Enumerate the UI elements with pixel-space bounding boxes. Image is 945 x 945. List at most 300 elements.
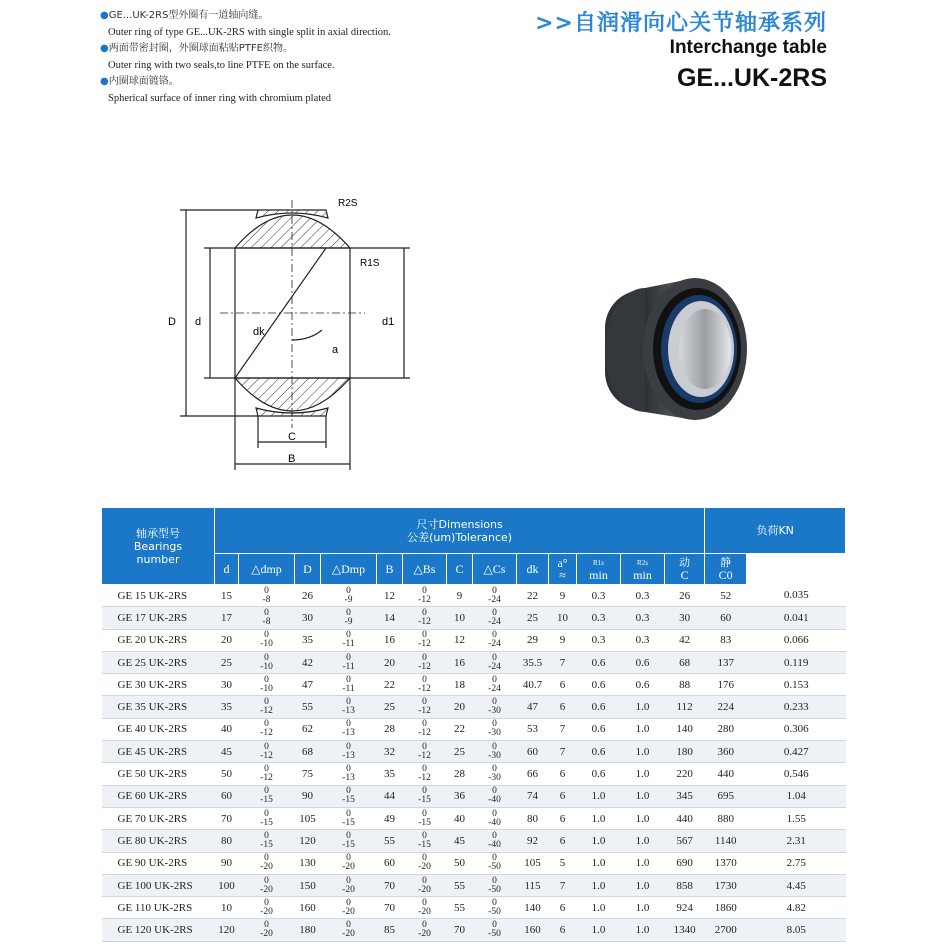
tol-upper: 0 <box>422 830 427 841</box>
cell-C: 28 <box>447 763 473 785</box>
cell-w: 4.45 <box>747 874 846 896</box>
cell-Dmp <box>321 830 377 852</box>
cell-d: 40 <box>215 718 239 740</box>
tol-upper: 0 <box>422 674 427 685</box>
cell-Cs <box>473 919 517 941</box>
cell-d: 100 <box>215 874 239 896</box>
cell-r1: 0.6 <box>577 674 621 696</box>
cell-stat: 2700 <box>705 919 747 941</box>
cell-Bs <box>403 718 447 740</box>
cell-dk: 92 <box>517 830 549 852</box>
cell-Bs <box>403 607 447 629</box>
cell-Bs <box>403 874 447 896</box>
cell-Cs <box>473 830 517 852</box>
tol-upper: 0 <box>422 897 427 908</box>
cell-a: 7 <box>549 741 577 763</box>
tol-upper: 0 <box>264 697 269 708</box>
cell-dk: 80 <box>517 807 549 829</box>
cell-dk: 160 <box>517 919 549 941</box>
tol-lower: -13 <box>342 773 355 784</box>
tol-lower: -12 <box>418 594 431 605</box>
cell-r2: 0.6 <box>621 651 665 673</box>
bearing-cross-section-drawing <box>160 190 430 480</box>
tol-lower: -8 <box>262 616 271 627</box>
cell-Bs <box>403 785 447 807</box>
tol-upper: 0 <box>264 853 269 864</box>
cell-stat: 1730 <box>705 874 747 896</box>
cell-D: 130 <box>295 852 321 874</box>
cell-dyn: 180 <box>665 741 705 763</box>
tol-upper: 0 <box>346 652 351 663</box>
cell-C: 50 <box>447 852 473 874</box>
cell-r2: 0.3 <box>621 585 665 607</box>
angle-label: a <box>332 344 339 356</box>
cell-r1: 0.3 <box>577 629 621 651</box>
tol-lower: -15 <box>342 839 355 850</box>
cell-r1: 1.0 <box>577 919 621 941</box>
cell-Cs <box>473 718 517 740</box>
table-row <box>102 674 846 696</box>
cell-dk: 22 <box>517 585 549 607</box>
cell-B: 85 <box>377 919 403 941</box>
tol-upper: 0 <box>422 697 427 708</box>
col-r2-top: R2s <box>637 559 648 567</box>
tol-lower: -15 <box>418 839 431 850</box>
cell-Bs <box>403 763 447 785</box>
cell-a: 6 <box>549 830 577 852</box>
cell-Bs <box>403 852 447 874</box>
tol-lower: -20 <box>418 884 431 895</box>
cell-dyn: 440 <box>665 807 705 829</box>
cell-r2: 1.0 <box>621 897 665 919</box>
col-C: C <box>447 554 473 585</box>
cell-stat: 83 <box>705 629 747 651</box>
header-dim-1: 尺寸Dimensions <box>416 517 503 531</box>
cell-D: 42 <box>295 651 321 673</box>
cell-Dmp <box>321 674 377 696</box>
table-row <box>102 830 846 852</box>
col-static <box>705 554 747 585</box>
cell-d: 60 <box>215 785 239 807</box>
model-title: GE...UK-2RS <box>676 64 827 92</box>
cell-Bs <box>403 741 447 763</box>
note-3-cn: 内圈球面镀铬。 <box>108 76 179 87</box>
cell-r1: 0.6 <box>577 651 621 673</box>
tol-lower: -50 <box>488 929 501 940</box>
bearing-diagram-svg <box>160 190 430 475</box>
table-row <box>102 607 846 629</box>
cell-Dmp <box>321 585 377 607</box>
cell-D: 35 <box>295 629 321 651</box>
header-model-en1: Bearings <box>133 539 183 553</box>
tol-upper: 0 <box>422 585 427 596</box>
tol-lower: -8 <box>262 594 271 605</box>
tol-lower: -50 <box>488 884 501 895</box>
tol-upper: 0 <box>346 808 351 819</box>
cell-D: 180 <box>295 919 321 941</box>
cell-r2: 0.3 <box>621 629 665 651</box>
col-dynamic <box>665 554 705 585</box>
cell-Bs <box>403 651 447 673</box>
cell-Cs <box>473 696 517 718</box>
cell-a: 7 <box>549 718 577 740</box>
cell-r1: 1.0 <box>577 785 621 807</box>
tol-lower: -15 <box>418 817 431 828</box>
tol-lower: -40 <box>488 795 501 806</box>
tol-upper: 0 <box>264 607 269 618</box>
cell-r2: 1.0 <box>621 830 665 852</box>
cell-Cs <box>473 807 517 829</box>
cell-a: 6 <box>549 674 577 696</box>
tol-lower: -50 <box>488 862 501 873</box>
tol-upper: 0 <box>346 607 351 618</box>
cell-dk: 40.7 <box>517 674 549 696</box>
cell-Dmp <box>321 852 377 874</box>
header-model-cn: 轴承型号 <box>136 526 180 540</box>
cell-model: GE 50 UK-2RS <box>102 763 215 785</box>
cell-dmp <box>239 651 295 673</box>
col-a <box>549 554 577 585</box>
col-Cs: △Cs <box>473 554 517 585</box>
cell-model: GE 15 UK-2RS <box>102 585 215 607</box>
cell-Dmp <box>321 785 377 807</box>
cell-D: 47 <box>295 674 321 696</box>
tol-lower: -12 <box>418 639 431 650</box>
cell-w: 8.05 <box>747 919 846 941</box>
table-row <box>102 785 846 807</box>
col-dyn: C <box>680 568 689 582</box>
cell-dk: 74 <box>517 785 549 807</box>
cell-dyn: 68 <box>665 651 705 673</box>
cell-dyn: 1340 <box>665 919 705 941</box>
col-r1-bot: min <box>589 568 608 582</box>
cell-dk: 25 <box>517 607 549 629</box>
cell-model: GE 70 UK-2RS <box>102 807 215 829</box>
cell-Dmp <box>321 651 377 673</box>
cell-d: 20 <box>215 629 239 651</box>
tol-lower: -24 <box>488 683 501 694</box>
tol-upper: 0 <box>492 652 497 663</box>
table-row <box>102 852 846 874</box>
c-width-label: C <box>288 431 296 443</box>
tol-lower: -15 <box>260 817 273 828</box>
tol-upper: 0 <box>346 719 351 730</box>
cell-D: 26 <box>295 585 321 607</box>
tol-upper: 0 <box>264 674 269 685</box>
cell-Dmp <box>321 607 377 629</box>
note-3-en: Spherical surface of inner ring with chromium plated <box>108 92 332 104</box>
tol-upper: 0 <box>492 630 497 641</box>
cell-model: GE 20 UK-2RS <box>102 629 215 651</box>
cell-d: 120 <box>215 919 239 941</box>
tol-lower: -15 <box>342 817 355 828</box>
tol-lower: -9 <box>344 594 353 605</box>
col-dmp: △dmp <box>239 554 295 585</box>
tol-lower: -13 <box>342 706 355 717</box>
cell-r1: 0.6 <box>577 763 621 785</box>
tol-lower: -30 <box>488 750 501 761</box>
cell-Cs <box>473 741 517 763</box>
cell-r2: 1.0 <box>621 852 665 874</box>
cell-w: 0.306 <box>747 718 846 740</box>
cell-d: 80 <box>215 830 239 852</box>
cell-Dmp <box>321 741 377 763</box>
tol-lower: -10 <box>260 661 273 672</box>
cell-dyn: 112 <box>665 696 705 718</box>
cell-model: GE 60 UK-2RS <box>102 785 215 807</box>
col-stat: C0 <box>718 568 733 582</box>
cell-model: GE 90 UK-2RS <box>102 852 215 874</box>
tol-upper: 0 <box>346 674 351 685</box>
table-row <box>102 763 846 785</box>
cell-stat: 60 <box>705 607 747 629</box>
tol-upper: 0 <box>346 786 351 797</box>
tol-lower: -15 <box>342 795 355 806</box>
tol-lower: -11 <box>342 683 355 694</box>
tol-lower: -11 <box>342 661 355 672</box>
cell-dmp <box>239 585 295 607</box>
cell-w: 0.427 <box>747 741 846 763</box>
cell-dmp <box>239 696 295 718</box>
tol-upper: 0 <box>264 719 269 730</box>
cell-B: 12 <box>377 585 403 607</box>
cell-a: 6 <box>549 785 577 807</box>
tol-lower: -24 <box>488 639 501 650</box>
cell-C: 55 <box>447 897 473 919</box>
tol-upper: 0 <box>492 697 497 708</box>
cell-r1: 0.6 <box>577 718 621 740</box>
cell-Cs <box>473 852 517 874</box>
tol-upper: 0 <box>422 920 427 931</box>
cell-model: GE 110 UK-2RS <box>102 897 215 919</box>
tol-lower: -24 <box>488 594 501 605</box>
cell-C: 22 <box>447 718 473 740</box>
col-r2s <box>621 554 665 585</box>
tol-lower: -24 <box>488 661 501 672</box>
cell-dyn: 88 <box>665 674 705 696</box>
bullet-icon: ● <box>100 10 109 21</box>
cell-w: 0.233 <box>747 696 846 718</box>
cell-B: 22 <box>377 674 403 696</box>
tol-lower: -20 <box>260 929 273 940</box>
table-row <box>102 696 846 718</box>
tol-lower: -20 <box>342 884 355 895</box>
cell-B: 25 <box>377 696 403 718</box>
tol-upper: 0 <box>422 630 427 641</box>
cell-B: 32 <box>377 741 403 763</box>
cell-Dmp <box>321 807 377 829</box>
cell-w: 0.066 <box>747 629 846 651</box>
tol-upper: 0 <box>492 853 497 864</box>
cell-dk: 60 <box>517 741 549 763</box>
cell-stat: 1370 <box>705 852 747 874</box>
tol-upper: 0 <box>422 875 427 886</box>
tol-upper: 0 <box>492 830 497 841</box>
cell-D: 62 <box>295 718 321 740</box>
cell-dyn: 26 <box>665 585 705 607</box>
cell-Bs <box>403 629 447 651</box>
cell-D: 55 <box>295 696 321 718</box>
cell-r2: 1.0 <box>621 718 665 740</box>
cell-C: 70 <box>447 919 473 941</box>
cell-dk: 66 <box>517 763 549 785</box>
cell-Cs <box>473 674 517 696</box>
b-width-label: B <box>288 453 296 465</box>
cell-Cs <box>473 897 517 919</box>
cell-D: 150 <box>295 874 321 896</box>
tol-lower: -12 <box>260 773 273 784</box>
cell-stat: 52 <box>705 585 747 607</box>
cell-r2: 1.0 <box>621 919 665 941</box>
cell-dyn: 30 <box>665 607 705 629</box>
tol-upper: 0 <box>346 897 351 908</box>
cell-a: 9 <box>549 629 577 651</box>
cell-D: 75 <box>295 763 321 785</box>
cell-Dmp <box>321 763 377 785</box>
cell-r1: 1.0 <box>577 830 621 852</box>
cell-r2: 1.0 <box>621 785 665 807</box>
tol-lower: -15 <box>418 795 431 806</box>
tol-lower: -12 <box>260 750 273 761</box>
tol-upper: 0 <box>422 607 427 618</box>
cell-Cs <box>473 607 517 629</box>
tol-upper: 0 <box>492 719 497 730</box>
cell-a: 5 <box>549 852 577 874</box>
cell-stat: 176 <box>705 674 747 696</box>
col-stat-cn: 静 <box>720 556 732 569</box>
cell-B: 49 <box>377 807 403 829</box>
cell-w: 0.119 <box>747 651 846 673</box>
cell-dmp <box>239 607 295 629</box>
cell-D: 160 <box>295 897 321 919</box>
cell-r1: 0.3 <box>577 585 621 607</box>
cell-C: 55 <box>447 874 473 896</box>
cell-w: 0.035 <box>747 585 846 607</box>
col-d: d <box>215 554 239 585</box>
tol-upper: 0 <box>492 897 497 908</box>
cell-B: 28 <box>377 718 403 740</box>
cell-stat: 280 <box>705 718 747 740</box>
table-body <box>102 585 846 942</box>
cell-B: 20 <box>377 651 403 673</box>
cell-w: 4.82 <box>747 897 846 919</box>
tol-upper: 0 <box>346 830 351 841</box>
table-row <box>102 874 846 896</box>
tol-upper: 0 <box>346 630 351 641</box>
tol-lower: -40 <box>488 839 501 850</box>
cell-r1: 1.0 <box>577 874 621 896</box>
tol-upper: 0 <box>346 764 351 775</box>
tol-lower: -30 <box>488 773 501 784</box>
table-row <box>102 629 846 651</box>
cell-C: 20 <box>447 696 473 718</box>
tol-lower: -20 <box>342 862 355 873</box>
cell-model: GE 80 UK-2RS <box>102 830 215 852</box>
tol-upper: 0 <box>422 764 427 775</box>
bore-diameter-label: d <box>195 316 202 328</box>
tol-upper: 0 <box>422 719 427 730</box>
cell-C: 18 <box>447 674 473 696</box>
tol-upper: 0 <box>264 808 269 819</box>
cell-C: 12 <box>447 629 473 651</box>
cell-a: 7 <box>549 874 577 896</box>
tol-upper: 0 <box>264 875 269 886</box>
interchange-table <box>101 507 885 942</box>
cell-dmp <box>239 629 295 651</box>
interchange-title: Interchange table <box>669 37 827 58</box>
cell-d: 10 <box>215 897 239 919</box>
col-Bs: △Bs <box>403 554 447 585</box>
tol-lower: -30 <box>488 728 501 739</box>
cell-r2: 1.0 <box>621 763 665 785</box>
cell-a: 7 <box>549 651 577 673</box>
cell-r1: 1.0 <box>577 897 621 919</box>
cell-dk: 115 <box>517 874 549 896</box>
tol-lower: -12 <box>418 773 431 784</box>
tol-lower: -15 <box>260 839 273 850</box>
tol-upper: 0 <box>492 875 497 886</box>
cell-r2: 0.6 <box>621 674 665 696</box>
r2s-label: R2S <box>338 198 358 209</box>
table-row <box>102 807 846 829</box>
table-row <box>102 718 846 740</box>
cell-D: 90 <box>295 785 321 807</box>
cell-dyn: 220 <box>665 763 705 785</box>
cell-r1: 0.6 <box>577 696 621 718</box>
tol-upper: 0 <box>346 741 351 752</box>
outer-diameter-label: D <box>168 316 176 328</box>
tol-lower: -30 <box>488 706 501 717</box>
cell-dmp <box>239 897 295 919</box>
cell-dyn: 345 <box>665 785 705 807</box>
cell-model: GE 120 UK-2RS <box>102 919 215 941</box>
tol-upper: 0 <box>492 741 497 752</box>
cell-stat: 880 <box>705 807 747 829</box>
cell-d: 35 <box>215 696 239 718</box>
tol-upper: 0 <box>422 808 427 819</box>
bearing-photo-svg <box>595 250 765 430</box>
cell-r2: 1.0 <box>621 696 665 718</box>
cell-dyn: 567 <box>665 830 705 852</box>
cell-dk: 105 <box>517 852 549 874</box>
cell-stat: 1860 <box>705 897 747 919</box>
cell-dyn: 42 <box>665 629 705 651</box>
tol-upper: 0 <box>346 697 351 708</box>
col-Dmp: △Dmp <box>321 554 377 585</box>
cell-D: 120 <box>295 830 321 852</box>
cell-Bs <box>403 674 447 696</box>
cell-dyn: 858 <box>665 874 705 896</box>
cell-B: 60 <box>377 852 403 874</box>
cell-model: GE 35 UK-2RS <box>102 696 215 718</box>
tol-lower: -12 <box>260 728 273 739</box>
tol-upper: 0 <box>346 875 351 886</box>
cell-r2: 0.3 <box>621 607 665 629</box>
cell-dmp <box>239 718 295 740</box>
cell-stat: 440 <box>705 763 747 785</box>
tol-upper: 0 <box>492 920 497 931</box>
cell-d: 25 <box>215 651 239 673</box>
table-row <box>102 741 846 763</box>
cell-d: 15 <box>215 585 239 607</box>
table-row <box>102 651 846 673</box>
tol-upper: 0 <box>264 630 269 641</box>
cell-C: 25 <box>447 741 473 763</box>
tol-lower: -12 <box>260 706 273 717</box>
cell-a: 10 <box>549 607 577 629</box>
spec-table: 轴承型号 Bearings number 尺寸Dimensions 公差(um)Tolerance) 负荷KN 重量 Weight Kg d △dmp D △Dmp B △Bs C △Cs dk a° ≈ R1s min R2s min 动 C 静 C0 GE 15 UK-2RS 15 0 -8 26 0 -9 12 0 -12 9 0 -24 22 9 0.3 0.3 26 52 0.035 GE 17 UK-2RS 17 0 -8 30 0 -9 14 0 -12 10 0 -24 25 10 0.3 0.3 30 60 0.041 GE 20 UK-2RS 20 0 -10 35 0 -11 16 0 -12 12 0 -24 29 9 0.3 0.3 42 83 0.066 GE 25 UK-2RS 25 0 -10 42 0 -11 20 0 -12 16 0 -24 35.5 7 0.6 0.6 68 137 0.119 GE 30 UK-2RS 30 0 -10 47 0 -11 22 0 -12 18 0 -24 40.7 6 0.6 0.6 88 176 0.153 GE 35 UK-2RS 35 0 -12 55 0 -13 25 0 -12 20 0 -30 47 6 0.6 1.0 112 224 0.233 GE 40 UK-2RS 40 0 -12 62 0 -13 28 0 -12 22 0 -30 53 7 0.6 1.0 140 280 0.306 GE 45 UK-2RS 45 0 -12 68 0 -13 32 0 -12 25 0 -30 60 7 0.6 1.0 180 360 0.427 GE 50 UK-2RS 50 0 -12 75 0 -13 35 0 -12 28 0 -30 66 6 0.6 1.0 220 440 0.546 GE 60 UK-2RS 60 0 -15 90 0 -15 44 0 -15 36 0 -40 74 6 1.0 1.0 345 695 1.04 GE 70 UK-2RS 70 0 -15 105 0 -15 49 0 -15 40 0 -40 80 6 1.0 1.0 440 880 1.55 GE 80 UK-2RS 80 0 -15 120 0 -15 55 0 -15 45 0 -40 92 6 1.0 1.0 567 1140 2.31 GE 90 UK-2RS 90 0 -20 130 0 -20 60 0 -20 50 0 -50 105 5 1.0 1.0 690 1370 2.75 GE 100 UK-2RS 100 0 -20 150 0 -20 70 0 -20 55 0 -50 115 7 1.0 1.0 858 1730 4.45 GE 110 UK-2RS 10 0 -20 160 0 -20 70 0 -20 55 0 -50 140 6 1.0 1.0 924 1860 4.82 GE 120 UK-2RS 120 0 -20 180 0 -20 85 0 -20 70 0 -50 160 6 1.0 1.0 1340 2700 8.05 <box>101 507 846 942</box>
header-bearing-number <box>102 508 215 585</box>
